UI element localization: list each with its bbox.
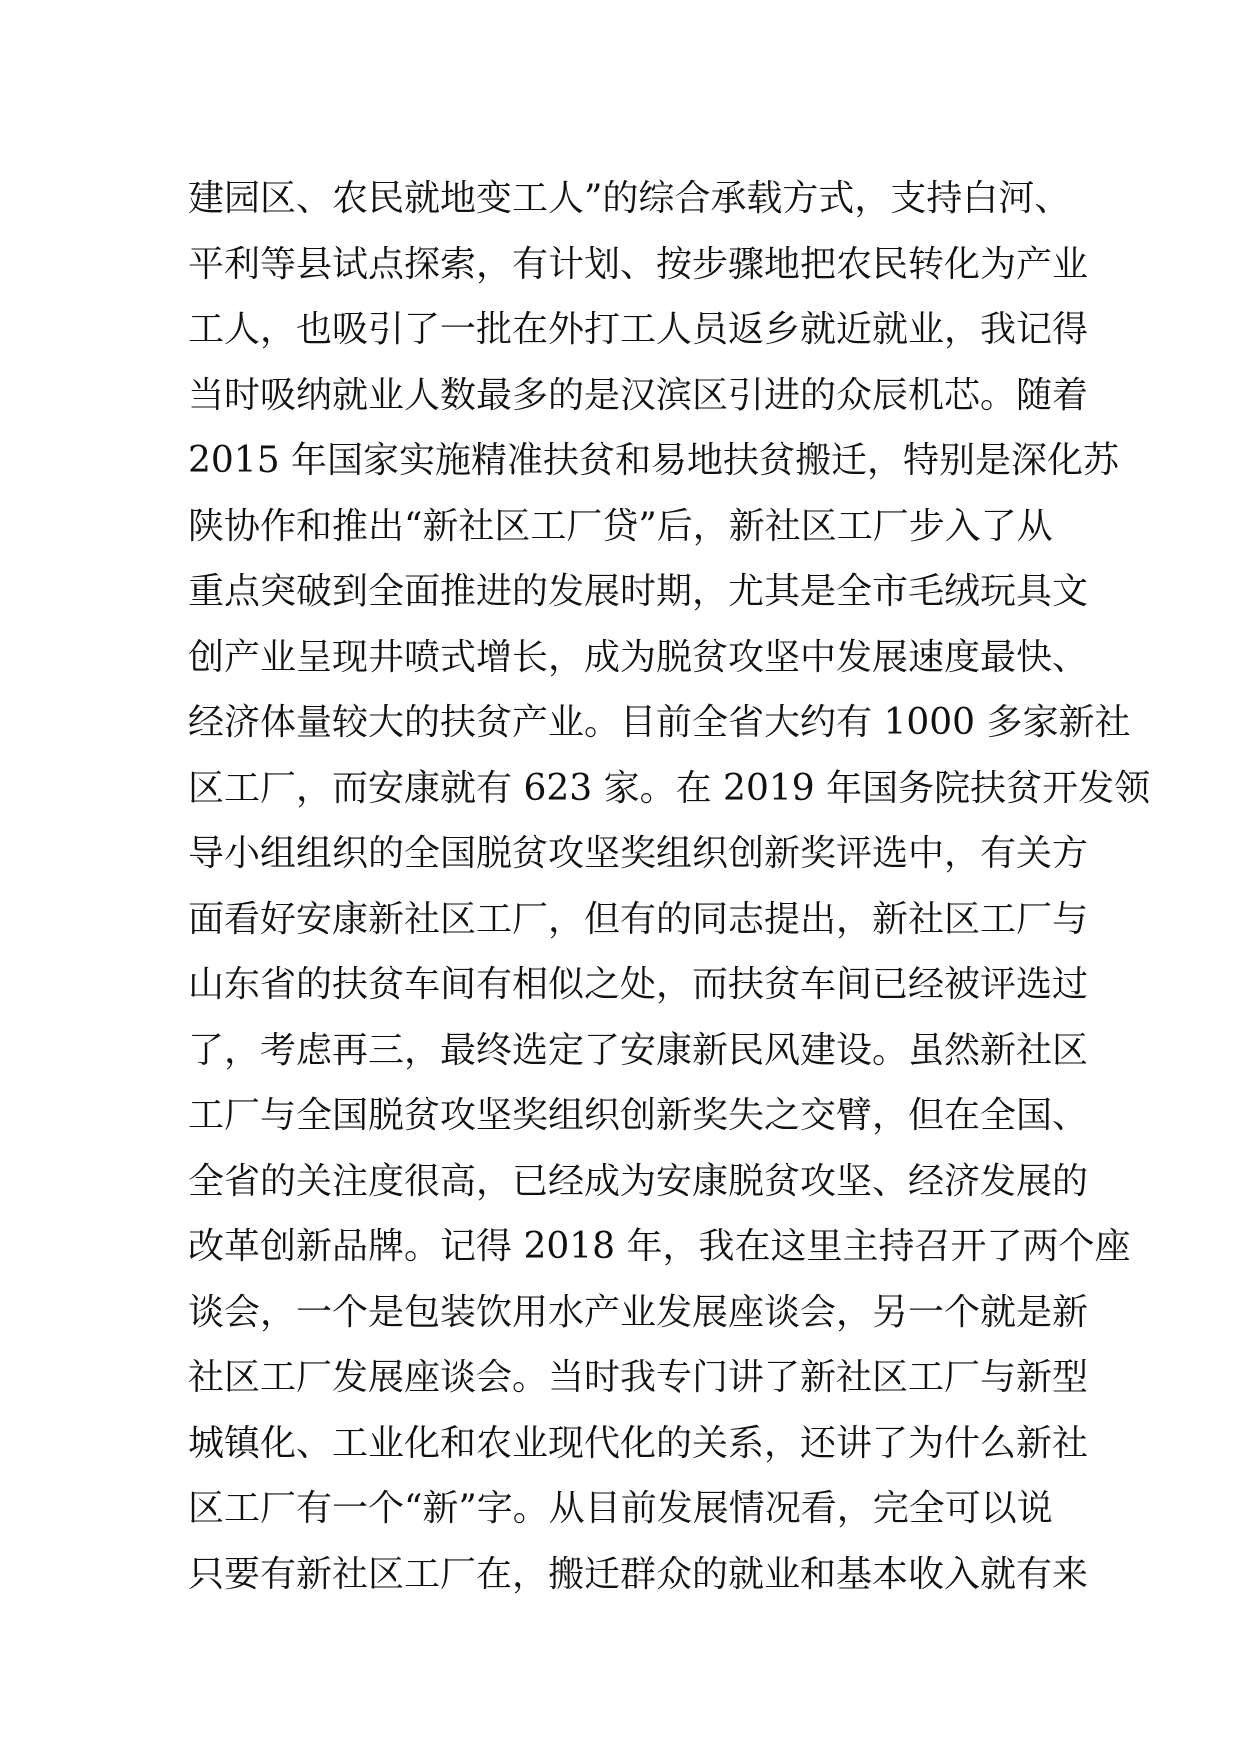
text-line-13: 山东省的扶贫车间有相似之处，而扶贫车间已经被评选过	[188, 964, 1089, 1005]
text-line-20: 城镇化、工业化和农业现代化的关系，还讲了为什么新社	[188, 1422, 1089, 1464]
text-line-5: 2015 年国家实施精准扶贫和易地扶贫搬迁，特别是深化苏	[188, 440, 1120, 481]
text-line-4: 当时吸纳就业人数最多的是汉滨区引进的众辰机芯。随着	[188, 374, 1089, 416]
text-line-14: 了，考虑再三，最终选定了安康新民风建设。虽然新社区	[188, 1029, 1089, 1071]
text-line-2: 平利等县试点探索，有计划、按步骤地把农民转化为产业	[188, 243, 1089, 285]
text-line-16: 全省的关注度很高，已经成为安康脱贫攻坚、经济发展的	[188, 1160, 1089, 1202]
text-line-17: 改革创新品牌。记得 2018 年，我在这里主持召开了两个座	[188, 1226, 1131, 1267]
text-line-6: 陕协作和推出“新社区工厂贷”后，新社区工厂步入了从	[188, 505, 1053, 547]
text-line-9: 经济体量较大的扶贫产业。目前全省大约有 1000 多家新社	[188, 702, 1131, 743]
text-line-3: 工人，也吸引了一批在外打工人员返乡就近就业，我记得	[188, 309, 1089, 350]
text-line-15: 工厂与全国脱贫攻坚奖组织创新奖失之交臂，但在全国、	[188, 1095, 1089, 1136]
text-line-21: 区工厂有一个“新”字。从目前发展情况看，完全可以说	[188, 1488, 1053, 1529]
text-line-11: 导小组组织的全国脱贫攻坚奖组织创新奖评选中，有关方	[188, 833, 1089, 874]
body-text	[188, 166, 1151, 1607]
text-line-7: 重点突破到全面推进的发展时期，尤其是全市毛绒玩具文	[188, 571, 1089, 612]
text-line-10: 区工厂，而安康就有 623 家。在 2019 年国务院扶贫开发领	[188, 767, 1151, 809]
text-line-1: 建园区、农民就地变工人”的综合承载方式，支持白河、	[188, 178, 1071, 219]
text-line-18: 谈会，一个是包装饮用水产业发展座谈会，另一个就是新	[188, 1291, 1089, 1333]
text-line-8: 创产业呈现井喷式增长，成为脱贫攻坚中发展速度最快、	[188, 636, 1089, 678]
text-line-22: 只要有新社区工厂在，搬迁群众的就业和基本收入就有来	[188, 1553, 1089, 1595]
text-line-19: 社区工厂发展座谈会。当时我专门讲了新社区工厂与新型	[188, 1357, 1089, 1398]
text-line-12: 面看好安康新社区工厂，但有的同志提出，新社区工厂与	[188, 898, 1089, 940]
